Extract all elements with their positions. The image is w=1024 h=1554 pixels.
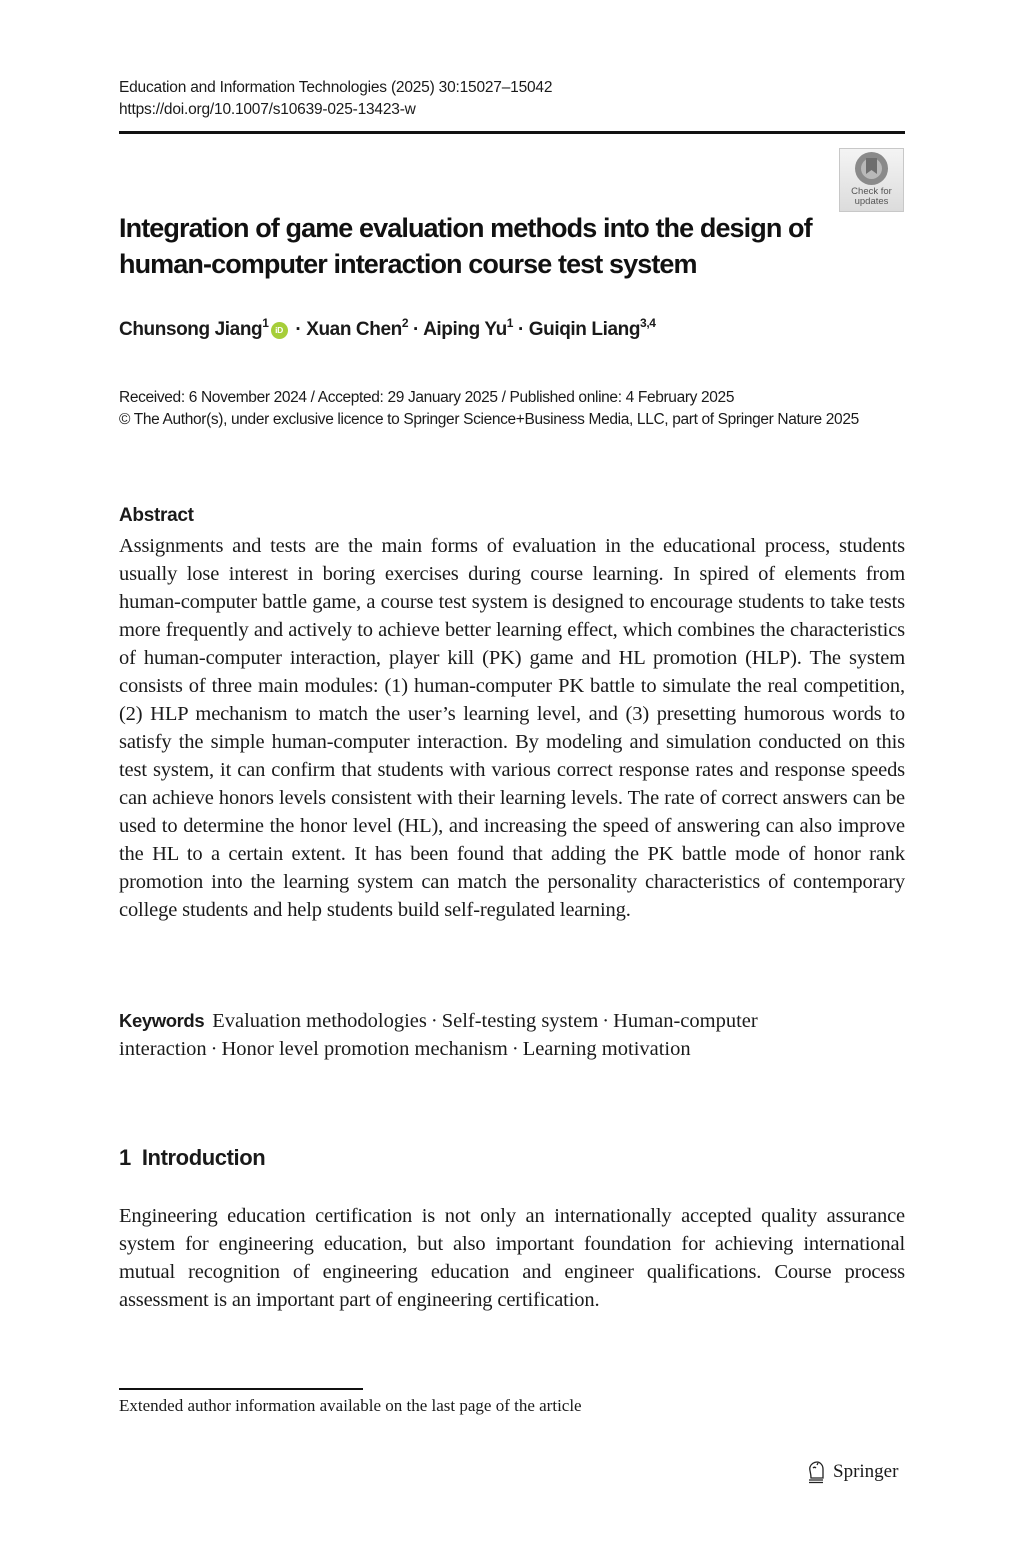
keyword-item: Learning motivation (522, 1038, 691, 1060)
author-name[interactable]: Guiqin Liang (528, 319, 641, 340)
keyword-item: Evaluation methodologies (212, 1010, 427, 1032)
history-dates: Received: 6 November 2024 / Accepted: 29 January 2025 / Published online: 4 February 2025 (119, 389, 735, 406)
keywords (119, 1007, 905, 1063)
keyword-item: Honor level promotion mechanism (221, 1038, 508, 1060)
author-separator: · (290, 319, 307, 340)
author-separator: · (408, 319, 424, 340)
section-title: Introduction (141, 1145, 266, 1170)
bookmark-icon (855, 152, 888, 185)
publisher-name: Springer (833, 1461, 899, 1482)
section-heading (119, 1145, 265, 1171)
keyword-separator: · (430, 1010, 438, 1032)
author-separator: · (513, 319, 529, 340)
orcid-icon[interactable]: iD (271, 322, 288, 339)
author-affiliation: 3,4 (640, 316, 656, 330)
keyword-item: Human-computer interaction (119, 1010, 758, 1060)
journal-header (119, 77, 552, 121)
author-affiliation: 2 (401, 316, 409, 330)
header-divider (119, 131, 905, 134)
paper-title: Integration of game evaluation methods into the design of human-computer interaction course test system (119, 213, 812, 279)
publisher-logo (806, 1460, 898, 1484)
abstract-text: Assignments and tests are the main forms of evaluation in the educational process, students usually lose interest in boring exercises during course learning. In spired of elements from human-computer battle game, a course test system is designed to encourage students to take tests more frequently and actively to achieve better learning effect, which combines the characteristics of human-computer interaction, player kill (PK) game and HL promotion (HLP). The system consists of three main modules: (1) human-computer PK battle to simulate the real competition, (2) HLP mechanism to match the user’s learning level, and (3) presetting humorous words to satisfy the simple human-computer interaction. By modeling and simulation conducted on this test system, it can confirm that students with various correct response rates and response speeds can achieve honors levels consistent with their learning levels. The rate of correct answers can be used to determine the honor level (HL), and increasing the speed of answering can also improve the HL to a certain extent. It has been found that adding the PK battle mode of honor rank promotion into the learning system can match the personality characteristics of contemporary college students and help students build self-regulated learning. (119, 535, 905, 921)
author-name[interactable]: Xuan Chen (306, 319, 402, 340)
springer-knight-icon (806, 1460, 826, 1484)
author-affiliation: 1 (506, 316, 514, 330)
footnote: Extended author information available on the last page of the article (119, 1396, 582, 1415)
doi-link[interactable]: https://doi.org/10.1007/s10639-025-13423-w (119, 101, 416, 118)
author-affiliation: 1 (262, 316, 269, 330)
keyword-separator: · (602, 1010, 610, 1032)
section-number: 1 (119, 1145, 131, 1170)
check-updates-line1: Check for (851, 186, 892, 197)
keywords-label: Keywords (119, 1010, 205, 1031)
abstract-heading: Abstract (119, 505, 194, 526)
footnote-divider (119, 1388, 363, 1390)
keyword-item: Self-testing system (441, 1010, 599, 1032)
keyword-separator: · (210, 1038, 218, 1060)
publication-dates (119, 387, 909, 431)
author-list (119, 317, 656, 343)
author-name[interactable]: Chunsong Jiang (119, 319, 263, 340)
journal-citation: Education and Information Technologies (2025) 30:15027–15042 (119, 79, 553, 96)
check-for-updates-badge[interactable] (839, 148, 904, 212)
copyright-notice: © The Author(s), under exclusive licence to Springer Science+Business Media, LLC, part of Springer Nature 2025 (119, 411, 859, 428)
check-updates-line2: updates (854, 196, 889, 207)
keyword-separator: · (511, 1038, 519, 1060)
author-name[interactable]: Aiping Yu (423, 319, 507, 340)
introduction-text: Engineering education certification is not only an internationally accepted quality assurance system for engineering education, but also important foundation for achieving international mutual recognition of engineering education and engineer qualifications. Course process assessment is an important part of engineering certification. (119, 1205, 905, 1311)
